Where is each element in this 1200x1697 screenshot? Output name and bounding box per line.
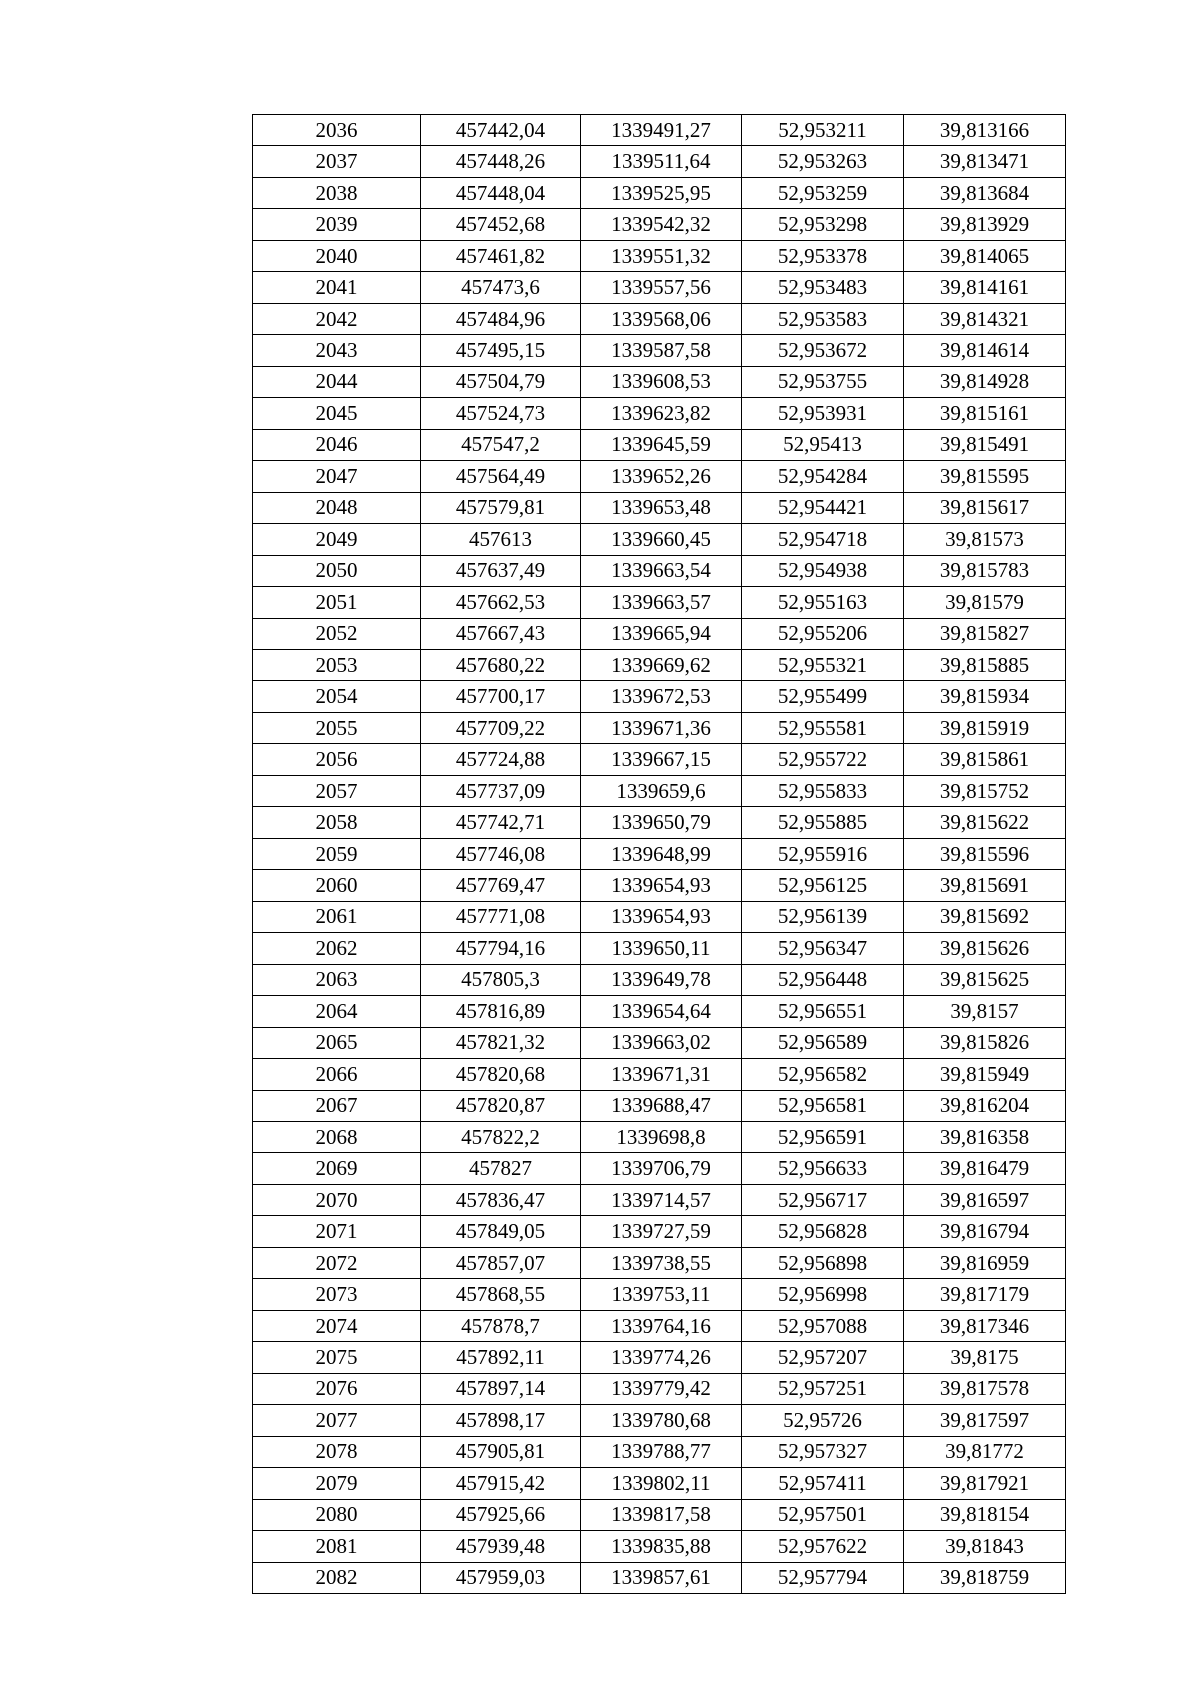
latitude-cell: 52,955722 [742, 744, 904, 775]
latitude-cell: 52,953298 [742, 209, 904, 240]
point-number-cell: 2052 [253, 618, 421, 649]
latitude-cell: 52,953672 [742, 335, 904, 366]
x-coordinate-cell: 457662,53 [421, 587, 581, 618]
latitude-cell: 52,955321 [742, 649, 904, 680]
latitude-cell: 52,953378 [742, 240, 904, 271]
y-coordinate-cell: 1339654,93 [581, 901, 742, 932]
point-number-cell: 2055 [253, 712, 421, 743]
point-number-cell: 2066 [253, 1059, 421, 1090]
table-row [253, 1405, 1066, 1436]
longitude-cell: 39,817179 [904, 1279, 1066, 1310]
x-coordinate-cell: 457892,11 [421, 1342, 581, 1373]
table-row [253, 1153, 1066, 1184]
latitude-cell: 52,95413 [742, 429, 904, 460]
latitude-cell: 52,956139 [742, 901, 904, 932]
x-coordinate-cell: 457898,17 [421, 1405, 581, 1436]
y-coordinate-cell: 1339779,42 [581, 1373, 742, 1404]
y-coordinate-cell: 1339738,55 [581, 1247, 742, 1278]
x-coordinate-cell: 457473,6 [421, 272, 581, 303]
y-coordinate-cell: 1339669,62 [581, 649, 742, 680]
point-number-cell: 2040 [253, 240, 421, 271]
table-row [253, 555, 1066, 586]
longitude-cell: 39,815949 [904, 1059, 1066, 1090]
table-row [253, 1247, 1066, 1278]
latitude-cell: 52,953755 [742, 366, 904, 397]
longitude-cell: 39,815161 [904, 398, 1066, 429]
y-coordinate-cell: 1339568,06 [581, 303, 742, 334]
y-coordinate-cell: 1339652,26 [581, 461, 742, 492]
table-row [253, 1562, 1066, 1593]
coordinates-table-body [253, 115, 1066, 1594]
latitude-cell: 52,955833 [742, 775, 904, 806]
latitude-cell: 52,957622 [742, 1531, 904, 1562]
y-coordinate-cell: 1339727,59 [581, 1216, 742, 1247]
latitude-cell: 52,955885 [742, 807, 904, 838]
y-coordinate-cell: 1339645,59 [581, 429, 742, 460]
x-coordinate-cell: 457857,07 [421, 1247, 581, 1278]
y-coordinate-cell: 1339654,93 [581, 870, 742, 901]
y-coordinate-cell: 1339671,31 [581, 1059, 742, 1090]
table-row [253, 933, 1066, 964]
y-coordinate-cell: 1339665,94 [581, 618, 742, 649]
longitude-cell: 39,813929 [904, 209, 1066, 240]
longitude-cell: 39,81843 [904, 1531, 1066, 1562]
y-coordinate-cell: 1339672,53 [581, 681, 742, 712]
y-coordinate-cell: 1339698,8 [581, 1122, 742, 1153]
y-coordinate-cell: 1339660,45 [581, 524, 742, 555]
y-coordinate-cell: 1339648,99 [581, 838, 742, 869]
table-row [253, 524, 1066, 555]
longitude-cell: 39,815919 [904, 712, 1066, 743]
longitude-cell: 39,815622 [904, 807, 1066, 838]
y-coordinate-cell: 1339802,11 [581, 1468, 742, 1499]
latitude-cell: 52,956347 [742, 933, 904, 964]
table-row [253, 366, 1066, 397]
latitude-cell: 52,955916 [742, 838, 904, 869]
latitude-cell: 52,955581 [742, 712, 904, 743]
latitude-cell: 52,95726 [742, 1405, 904, 1436]
x-coordinate-cell: 457897,14 [421, 1373, 581, 1404]
latitude-cell: 52,954938 [742, 555, 904, 586]
y-coordinate-cell: 1339551,32 [581, 240, 742, 271]
table-row [253, 1184, 1066, 1215]
table-row [253, 1310, 1066, 1341]
point-number-cell: 2079 [253, 1468, 421, 1499]
table-row [253, 744, 1066, 775]
longitude-cell: 39,813471 [904, 146, 1066, 177]
point-number-cell: 2071 [253, 1216, 421, 1247]
y-coordinate-cell: 1339608,53 [581, 366, 742, 397]
longitude-cell: 39,816959 [904, 1247, 1066, 1278]
point-number-cell: 2058 [253, 807, 421, 838]
point-number-cell: 2036 [253, 115, 421, 146]
point-number-cell: 2070 [253, 1184, 421, 1215]
table-row [253, 775, 1066, 806]
latitude-cell: 52,953483 [742, 272, 904, 303]
latitude-cell: 52,956551 [742, 996, 904, 1027]
latitude-cell: 52,957207 [742, 1342, 904, 1373]
point-number-cell: 2042 [253, 303, 421, 334]
longitude-cell: 39,818154 [904, 1499, 1066, 1530]
x-coordinate-cell: 457925,66 [421, 1499, 581, 1530]
x-coordinate-cell: 457769,47 [421, 870, 581, 901]
y-coordinate-cell: 1339714,57 [581, 1184, 742, 1215]
longitude-cell: 39,815692 [904, 901, 1066, 932]
longitude-cell: 39,813684 [904, 177, 1066, 208]
point-number-cell: 2076 [253, 1373, 421, 1404]
table-row [253, 272, 1066, 303]
point-number-cell: 2075 [253, 1342, 421, 1373]
longitude-cell: 39,813166 [904, 115, 1066, 146]
y-coordinate-cell: 1339542,32 [581, 209, 742, 240]
x-coordinate-cell: 457836,47 [421, 1184, 581, 1215]
table-row [253, 996, 1066, 1027]
latitude-cell: 52,957411 [742, 1468, 904, 1499]
longitude-cell: 39,814161 [904, 272, 1066, 303]
latitude-cell: 52,955499 [742, 681, 904, 712]
longitude-cell: 39,817346 [904, 1310, 1066, 1341]
point-number-cell: 2064 [253, 996, 421, 1027]
longitude-cell: 39,8157 [904, 996, 1066, 1027]
latitude-cell: 52,954421 [742, 492, 904, 523]
table-row [253, 177, 1066, 208]
point-number-cell: 2047 [253, 461, 421, 492]
longitude-cell: 39,815491 [904, 429, 1066, 460]
table-row [253, 335, 1066, 366]
longitude-cell: 39,815934 [904, 681, 1066, 712]
latitude-cell: 52,956589 [742, 1027, 904, 1058]
latitude-cell: 52,953583 [742, 303, 904, 334]
point-number-cell: 2081 [253, 1531, 421, 1562]
point-number-cell: 2062 [253, 933, 421, 964]
x-coordinate-cell: 457849,05 [421, 1216, 581, 1247]
y-coordinate-cell: 1339511,64 [581, 146, 742, 177]
table-row [253, 1122, 1066, 1153]
point-number-cell: 2049 [253, 524, 421, 555]
point-number-cell: 2045 [253, 398, 421, 429]
point-number-cell: 2069 [253, 1153, 421, 1184]
table-row [253, 461, 1066, 492]
x-coordinate-cell: 457915,42 [421, 1468, 581, 1499]
x-coordinate-cell: 457461,82 [421, 240, 581, 271]
y-coordinate-cell: 1339587,58 [581, 335, 742, 366]
y-coordinate-cell: 1339774,26 [581, 1342, 742, 1373]
x-coordinate-cell: 457448,26 [421, 146, 581, 177]
y-coordinate-cell: 1339650,79 [581, 807, 742, 838]
latitude-cell: 52,953931 [742, 398, 904, 429]
latitude-cell: 52,956591 [742, 1122, 904, 1153]
latitude-cell: 52,954718 [742, 524, 904, 555]
x-coordinate-cell: 457547,2 [421, 429, 581, 460]
longitude-cell: 39,815595 [904, 461, 1066, 492]
longitude-cell: 39,816794 [904, 1216, 1066, 1247]
longitude-cell: 39,81772 [904, 1436, 1066, 1467]
y-coordinate-cell: 1339491,27 [581, 115, 742, 146]
x-coordinate-cell: 457709,22 [421, 712, 581, 743]
x-coordinate-cell: 457724,88 [421, 744, 581, 775]
longitude-cell: 39,815596 [904, 838, 1066, 869]
y-coordinate-cell: 1339659,6 [581, 775, 742, 806]
table-row [253, 1279, 1066, 1310]
latitude-cell: 52,956125 [742, 870, 904, 901]
point-number-cell: 2039 [253, 209, 421, 240]
latitude-cell: 52,953211 [742, 115, 904, 146]
table-row [253, 1499, 1066, 1530]
table-row [253, 807, 1066, 838]
y-coordinate-cell: 1339817,58 [581, 1499, 742, 1530]
point-number-cell: 2041 [253, 272, 421, 303]
x-coordinate-cell: 457742,71 [421, 807, 581, 838]
longitude-cell: 39,8175 [904, 1342, 1066, 1373]
x-coordinate-cell: 457564,49 [421, 461, 581, 492]
latitude-cell: 52,957794 [742, 1562, 904, 1593]
table-row [253, 964, 1066, 995]
y-coordinate-cell: 1339649,78 [581, 964, 742, 995]
table-row [253, 303, 1066, 334]
x-coordinate-cell: 457939,48 [421, 1531, 581, 1562]
table-row [253, 1373, 1066, 1404]
y-coordinate-cell: 1339764,16 [581, 1310, 742, 1341]
x-coordinate-cell: 457820,87 [421, 1090, 581, 1121]
latitude-cell: 52,957327 [742, 1436, 904, 1467]
point-number-cell: 2078 [253, 1436, 421, 1467]
longitude-cell: 39,818759 [904, 1562, 1066, 1593]
y-coordinate-cell: 1339753,11 [581, 1279, 742, 1310]
table-row [253, 1027, 1066, 1058]
point-number-cell: 2056 [253, 744, 421, 775]
table-row [253, 681, 1066, 712]
x-coordinate-cell: 457746,08 [421, 838, 581, 869]
x-coordinate-cell: 457771,08 [421, 901, 581, 932]
latitude-cell: 52,957501 [742, 1499, 904, 1530]
x-coordinate-cell: 457868,55 [421, 1279, 581, 1310]
y-coordinate-cell: 1339663,57 [581, 587, 742, 618]
latitude-cell: 52,955206 [742, 618, 904, 649]
point-number-cell: 2038 [253, 177, 421, 208]
x-coordinate-cell: 457637,49 [421, 555, 581, 586]
longitude-cell: 39,814321 [904, 303, 1066, 334]
longitude-cell: 39,815752 [904, 775, 1066, 806]
longitude-cell: 39,817597 [904, 1405, 1066, 1436]
y-coordinate-cell: 1339706,79 [581, 1153, 742, 1184]
x-coordinate-cell: 457524,73 [421, 398, 581, 429]
latitude-cell: 52,954284 [742, 461, 904, 492]
table-row [253, 115, 1066, 146]
x-coordinate-cell: 457700,17 [421, 681, 581, 712]
longitude-cell: 39,815826 [904, 1027, 1066, 1058]
x-coordinate-cell: 457484,96 [421, 303, 581, 334]
y-coordinate-cell: 1339788,77 [581, 1436, 742, 1467]
x-coordinate-cell: 457805,3 [421, 964, 581, 995]
y-coordinate-cell: 1339780,68 [581, 1405, 742, 1436]
table-row [253, 429, 1066, 460]
y-coordinate-cell: 1339667,15 [581, 744, 742, 775]
point-number-cell: 2046 [253, 429, 421, 460]
longitude-cell: 39,815827 [904, 618, 1066, 649]
table-row [253, 1059, 1066, 1090]
latitude-cell: 52,953263 [742, 146, 904, 177]
longitude-cell: 39,816597 [904, 1184, 1066, 1215]
latitude-cell: 52,956581 [742, 1090, 904, 1121]
point-number-cell: 2043 [253, 335, 421, 366]
x-coordinate-cell: 457504,79 [421, 366, 581, 397]
table-row [253, 870, 1066, 901]
table-row [253, 712, 1066, 743]
longitude-cell: 39,815626 [904, 933, 1066, 964]
table-row [253, 1342, 1066, 1373]
point-number-cell: 2082 [253, 1562, 421, 1593]
point-number-cell: 2074 [253, 1310, 421, 1341]
longitude-cell: 39,815625 [904, 964, 1066, 995]
table-row [253, 146, 1066, 177]
x-coordinate-cell: 457821,32 [421, 1027, 581, 1058]
x-coordinate-cell: 457822,2 [421, 1122, 581, 1153]
y-coordinate-cell: 1339663,02 [581, 1027, 742, 1058]
longitude-cell: 39,815691 [904, 870, 1066, 901]
y-coordinate-cell: 1339653,48 [581, 492, 742, 523]
point-number-cell: 2053 [253, 649, 421, 680]
point-number-cell: 2037 [253, 146, 421, 177]
latitude-cell: 52,956448 [742, 964, 904, 995]
y-coordinate-cell: 1339557,56 [581, 272, 742, 303]
longitude-cell: 39,814614 [904, 335, 1066, 366]
y-coordinate-cell: 1339835,88 [581, 1531, 742, 1562]
x-coordinate-cell: 457816,89 [421, 996, 581, 1027]
x-coordinate-cell: 457905,81 [421, 1436, 581, 1467]
latitude-cell: 52,953259 [742, 177, 904, 208]
point-number-cell: 2063 [253, 964, 421, 995]
y-coordinate-cell: 1339663,54 [581, 555, 742, 586]
latitude-cell: 52,956633 [742, 1153, 904, 1184]
point-number-cell: 2065 [253, 1027, 421, 1058]
table-row [253, 209, 1066, 240]
x-coordinate-cell: 457827 [421, 1153, 581, 1184]
y-coordinate-cell: 1339857,61 [581, 1562, 742, 1593]
latitude-cell: 52,955163 [742, 587, 904, 618]
point-number-cell: 2048 [253, 492, 421, 523]
x-coordinate-cell: 457959,03 [421, 1562, 581, 1593]
y-coordinate-cell: 1339525,95 [581, 177, 742, 208]
point-number-cell: 2080 [253, 1499, 421, 1530]
x-coordinate-cell: 457794,16 [421, 933, 581, 964]
latitude-cell: 52,956828 [742, 1216, 904, 1247]
point-number-cell: 2054 [253, 681, 421, 712]
longitude-cell: 39,817578 [904, 1373, 1066, 1404]
x-coordinate-cell: 457442,04 [421, 115, 581, 146]
longitude-cell: 39,816204 [904, 1090, 1066, 1121]
x-coordinate-cell: 457878,7 [421, 1310, 581, 1341]
longitude-cell: 39,815885 [904, 649, 1066, 680]
x-coordinate-cell: 457579,81 [421, 492, 581, 523]
y-coordinate-cell: 1339623,82 [581, 398, 742, 429]
y-coordinate-cell: 1339671,36 [581, 712, 742, 743]
table-row [253, 587, 1066, 618]
table-row [253, 398, 1066, 429]
point-number-cell: 2072 [253, 1247, 421, 1278]
y-coordinate-cell: 1339654,64 [581, 996, 742, 1027]
table-row [253, 1531, 1066, 1562]
point-number-cell: 2057 [253, 775, 421, 806]
table-row [253, 1468, 1066, 1499]
point-number-cell: 2060 [253, 870, 421, 901]
table-row [253, 1436, 1066, 1467]
table-row [253, 492, 1066, 523]
point-number-cell: 2059 [253, 838, 421, 869]
table-row [253, 1090, 1066, 1121]
point-number-cell: 2068 [253, 1122, 421, 1153]
table-row [253, 649, 1066, 680]
point-number-cell: 2061 [253, 901, 421, 932]
table-row [253, 240, 1066, 271]
x-coordinate-cell: 457820,68 [421, 1059, 581, 1090]
x-coordinate-cell: 457667,43 [421, 618, 581, 649]
point-number-cell: 2044 [253, 366, 421, 397]
x-coordinate-cell: 457448,04 [421, 177, 581, 208]
point-number-cell: 2077 [253, 1405, 421, 1436]
point-number-cell: 2067 [253, 1090, 421, 1121]
table-row [253, 838, 1066, 869]
point-number-cell: 2073 [253, 1279, 421, 1310]
latitude-cell: 52,956998 [742, 1279, 904, 1310]
latitude-cell: 52,956717 [742, 1184, 904, 1215]
table-row [253, 618, 1066, 649]
latitude-cell: 52,957251 [742, 1373, 904, 1404]
y-coordinate-cell: 1339688,47 [581, 1090, 742, 1121]
coordinates-table [252, 114, 1066, 1594]
y-coordinate-cell: 1339650,11 [581, 933, 742, 964]
longitude-cell: 39,815617 [904, 492, 1066, 523]
table-row [253, 901, 1066, 932]
latitude-cell: 52,956898 [742, 1247, 904, 1278]
latitude-cell: 52,956582 [742, 1059, 904, 1090]
longitude-cell: 39,814065 [904, 240, 1066, 271]
longitude-cell: 39,815783 [904, 555, 1066, 586]
point-number-cell: 2050 [253, 555, 421, 586]
latitude-cell: 52,957088 [742, 1310, 904, 1341]
x-coordinate-cell: 457452,68 [421, 209, 581, 240]
x-coordinate-cell: 457613 [421, 524, 581, 555]
x-coordinate-cell: 457495,15 [421, 335, 581, 366]
table-row [253, 1216, 1066, 1247]
point-number-cell: 2051 [253, 587, 421, 618]
longitude-cell: 39,814928 [904, 366, 1066, 397]
longitude-cell: 39,817921 [904, 1468, 1066, 1499]
longitude-cell: 39,81579 [904, 587, 1066, 618]
x-coordinate-cell: 457680,22 [421, 649, 581, 680]
longitude-cell: 39,81573 [904, 524, 1066, 555]
x-coordinate-cell: 457737,09 [421, 775, 581, 806]
longitude-cell: 39,815861 [904, 744, 1066, 775]
longitude-cell: 39,816479 [904, 1153, 1066, 1184]
longitude-cell: 39,816358 [904, 1122, 1066, 1153]
